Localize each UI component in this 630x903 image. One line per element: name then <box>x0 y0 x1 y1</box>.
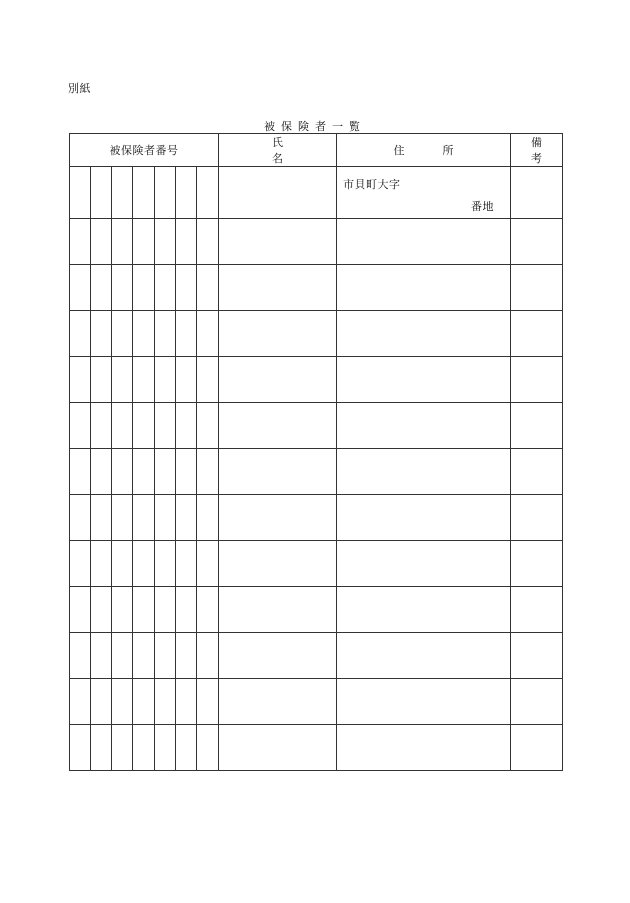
insured-number-digit-cell[interactable] <box>133 587 155 633</box>
remarks-cell[interactable] <box>511 357 563 403</box>
insured-number-digit-cell[interactable] <box>155 679 176 725</box>
remarks-cell[interactable] <box>511 219 563 265</box>
name-cell[interactable] <box>219 311 337 357</box>
address-cell[interactable] <box>337 357 511 403</box>
address-cell[interactable] <box>337 633 511 679</box>
table-header-row <box>70 134 563 167</box>
remarks-cell[interactable] <box>511 167 563 219</box>
insured-number-digit-cell[interactable] <box>197 403 219 449</box>
address-cell[interactable] <box>337 167 511 219</box>
insured-number-digit-cell[interactable] <box>133 725 155 771</box>
insured-number-digit-cell[interactable] <box>70 541 91 587</box>
table-row <box>70 633 563 679</box>
insured-number-digit-cell[interactable] <box>70 167 91 219</box>
insured-number-digit-cell[interactable] <box>197 311 219 357</box>
insured-number-digit-cell[interactable] <box>197 587 219 633</box>
name-cell[interactable] <box>219 449 337 495</box>
insured-number-digit-cell[interactable] <box>70 357 91 403</box>
insured-number-digit-cell[interactable] <box>197 495 219 541</box>
insured-number-digit-cell[interactable] <box>155 495 176 541</box>
insured-number-digit-cell[interactable] <box>91 587 112 633</box>
insured-number-digit-cell[interactable] <box>112 725 133 771</box>
name-cell[interactable] <box>219 357 337 403</box>
remarks-cell[interactable] <box>511 725 563 771</box>
header-insured-number: 被保険者番号 <box>70 134 219 167</box>
insured-number-digit-cell[interactable] <box>133 679 155 725</box>
insured-number-digit-cell[interactable] <box>112 679 133 725</box>
insured-number-digit-cell[interactable] <box>70 403 91 449</box>
header-address: 住所 <box>337 134 511 167</box>
insured-number-digit-cell[interactable] <box>176 167 197 219</box>
remarks-cell[interactable] <box>511 679 563 725</box>
address-cell[interactable] <box>337 311 511 357</box>
insured-number-digit-cell[interactable] <box>133 311 155 357</box>
insured-number-digit-cell[interactable] <box>176 495 197 541</box>
table-row <box>70 587 563 633</box>
insured-number-digit-cell[interactable] <box>133 265 155 311</box>
insured-number-digit-cell[interactable] <box>197 449 219 495</box>
insured-number-digit-cell[interactable] <box>112 587 133 633</box>
insured-number-digit-cell[interactable] <box>91 167 112 219</box>
insured-number-digit-cell[interactable] <box>155 357 176 403</box>
insured-number-digit-cell[interactable] <box>155 449 176 495</box>
table-row <box>70 219 563 265</box>
insured-number-digit-cell[interactable] <box>197 219 219 265</box>
insured-number-digit-cell[interactable] <box>112 449 133 495</box>
form-title: 被保険者一覧 <box>264 120 366 133</box>
table-row <box>70 311 563 357</box>
table-row <box>70 403 563 449</box>
insured-number-digit-cell[interactable] <box>112 495 133 541</box>
name-cell[interactable] <box>219 587 337 633</box>
name-cell[interactable] <box>219 167 337 219</box>
insured-number-digit-cell[interactable] <box>176 541 197 587</box>
table-row <box>70 449 563 495</box>
remarks-cell[interactable] <box>511 403 563 449</box>
header-name: 氏名 <box>219 134 337 167</box>
table-row <box>70 495 563 541</box>
insured-number-digit-cell[interactable] <box>70 679 91 725</box>
header-remarks: 備考 <box>511 134 563 167</box>
insured-number-digit-cell[interactable] <box>70 449 91 495</box>
insured-number-digit-cell[interactable] <box>176 403 197 449</box>
insured-number-digit-cell[interactable] <box>70 311 91 357</box>
insured-number-digit-cell[interactable] <box>133 495 155 541</box>
insured-persons-table <box>69 133 563 771</box>
insured-number-digit-cell[interactable] <box>70 633 91 679</box>
insured-number-digit-cell[interactable] <box>112 541 133 587</box>
insured-number-digit-cell[interactable] <box>155 725 176 771</box>
insured-number-digit-cell[interactable] <box>176 587 197 633</box>
table-row <box>70 541 563 587</box>
name-cell[interactable] <box>219 403 337 449</box>
insured-number-digit-cell[interactable] <box>197 633 219 679</box>
insured-number-digit-cell[interactable] <box>112 167 133 219</box>
insured-number-digit-cell[interactable] <box>70 587 91 633</box>
name-cell[interactable] <box>219 495 337 541</box>
name-cell[interactable] <box>219 633 337 679</box>
insured-number-digit-cell[interactable] <box>70 495 91 541</box>
address-cell[interactable] <box>337 449 511 495</box>
insured-number-digit-cell[interactable] <box>70 725 91 771</box>
name-cell[interactable] <box>219 265 337 311</box>
insured-number-digit-cell[interactable] <box>91 495 112 541</box>
table-row <box>70 265 563 311</box>
remarks-cell[interactable] <box>511 541 563 587</box>
remarks-cell[interactable] <box>511 311 563 357</box>
insured-number-digit-cell[interactable] <box>112 403 133 449</box>
table-row <box>70 167 563 219</box>
insured-number-digit-cell[interactable] <box>197 679 219 725</box>
remarks-cell[interactable] <box>511 633 563 679</box>
insured-number-digit-cell[interactable] <box>155 403 176 449</box>
insured-number-digit-cell[interactable] <box>91 633 112 679</box>
insured-number-digit-cell[interactable] <box>112 265 133 311</box>
insured-number-digit-cell[interactable] <box>112 219 133 265</box>
name-cell[interactable] <box>219 679 337 725</box>
insured-number-digit-cell[interactable] <box>155 167 176 219</box>
insured-number-digit-cell[interactable] <box>91 725 112 771</box>
insured-number-digit-cell[interactable] <box>112 633 133 679</box>
insured-number-digit-cell[interactable] <box>133 219 155 265</box>
name-cell[interactable] <box>219 541 337 587</box>
insured-number-digit-cell[interactable] <box>70 219 91 265</box>
insured-number-digit-cell[interactable] <box>176 449 197 495</box>
address-prefix: 市貝町大字 <box>343 178 401 191</box>
insured-number-digit-cell[interactable] <box>197 167 219 219</box>
insured-number-digit-cell[interactable] <box>176 311 197 357</box>
insured-number-digit-cell[interactable] <box>112 357 133 403</box>
remarks-cell[interactable] <box>511 265 563 311</box>
insured-number-digit-cell[interactable] <box>91 449 112 495</box>
insured-number-digit-cell[interactable] <box>91 403 112 449</box>
insured-number-digit-cell[interactable] <box>176 679 197 725</box>
insured-number-digit-cell[interactable] <box>176 725 197 771</box>
insured-number-digit-cell[interactable] <box>133 541 155 587</box>
insured-number-digit-cell[interactable] <box>133 357 155 403</box>
table-row <box>70 357 563 403</box>
insured-number-digit-cell[interactable] <box>91 541 112 587</box>
insured-number-digit-cell[interactable] <box>91 679 112 725</box>
insured-number-digit-cell[interactable] <box>176 357 197 403</box>
address-cell[interactable] <box>337 541 511 587</box>
remarks-cell[interactable] <box>511 495 563 541</box>
insured-number-digit-cell[interactable] <box>197 265 219 311</box>
annex-label: 別紙 <box>68 82 91 95</box>
insured-number-digit-cell[interactable] <box>197 725 219 771</box>
insured-number-digit-cell[interactable] <box>155 541 176 587</box>
address-cell[interactable] <box>337 403 511 449</box>
insured-number-digit-cell[interactable] <box>91 311 112 357</box>
address-cell[interactable] <box>337 265 511 311</box>
insured-number-digit-cell[interactable] <box>91 357 112 403</box>
insured-number-digit-cell[interactable] <box>133 167 155 219</box>
insured-number-digit-cell[interactable] <box>155 587 176 633</box>
address-cell[interactable] <box>337 725 511 771</box>
insured-number-digit-cell[interactable] <box>133 633 155 679</box>
insured-number-digit-cell[interactable] <box>155 633 176 679</box>
name-cell[interactable] <box>219 219 337 265</box>
insured-number-digit-cell[interactable] <box>176 265 197 311</box>
insured-number-digit-cell[interactable] <box>91 265 112 311</box>
insured-number-digit-cell[interactable] <box>133 403 155 449</box>
insured-number-digit-cell[interactable] <box>176 633 197 679</box>
address-cell[interactable] <box>337 587 511 633</box>
address-cell[interactable] <box>337 495 511 541</box>
remarks-cell[interactable] <box>511 449 563 495</box>
insured-number-digit-cell[interactable] <box>176 219 197 265</box>
table-row <box>70 679 563 725</box>
address-cell[interactable] <box>337 219 511 265</box>
insured-number-digit-cell[interactable] <box>155 311 176 357</box>
address-suffix: 番地 <box>471 200 494 213</box>
insured-number-digit-cell[interactable] <box>155 219 176 265</box>
remarks-cell[interactable] <box>511 587 563 633</box>
insured-number-digit-cell[interactable] <box>91 219 112 265</box>
address-cell[interactable] <box>337 679 511 725</box>
insured-number-digit-cell[interactable] <box>70 265 91 311</box>
name-cell[interactable] <box>219 725 337 771</box>
insured-number-digit-cell[interactable] <box>155 265 176 311</box>
insured-number-digit-cell[interactable] <box>133 449 155 495</box>
insured-number-digit-cell[interactable] <box>197 541 219 587</box>
table-row <box>70 725 563 771</box>
insured-number-digit-cell[interactable] <box>112 311 133 357</box>
insured-number-digit-cell[interactable] <box>197 357 219 403</box>
